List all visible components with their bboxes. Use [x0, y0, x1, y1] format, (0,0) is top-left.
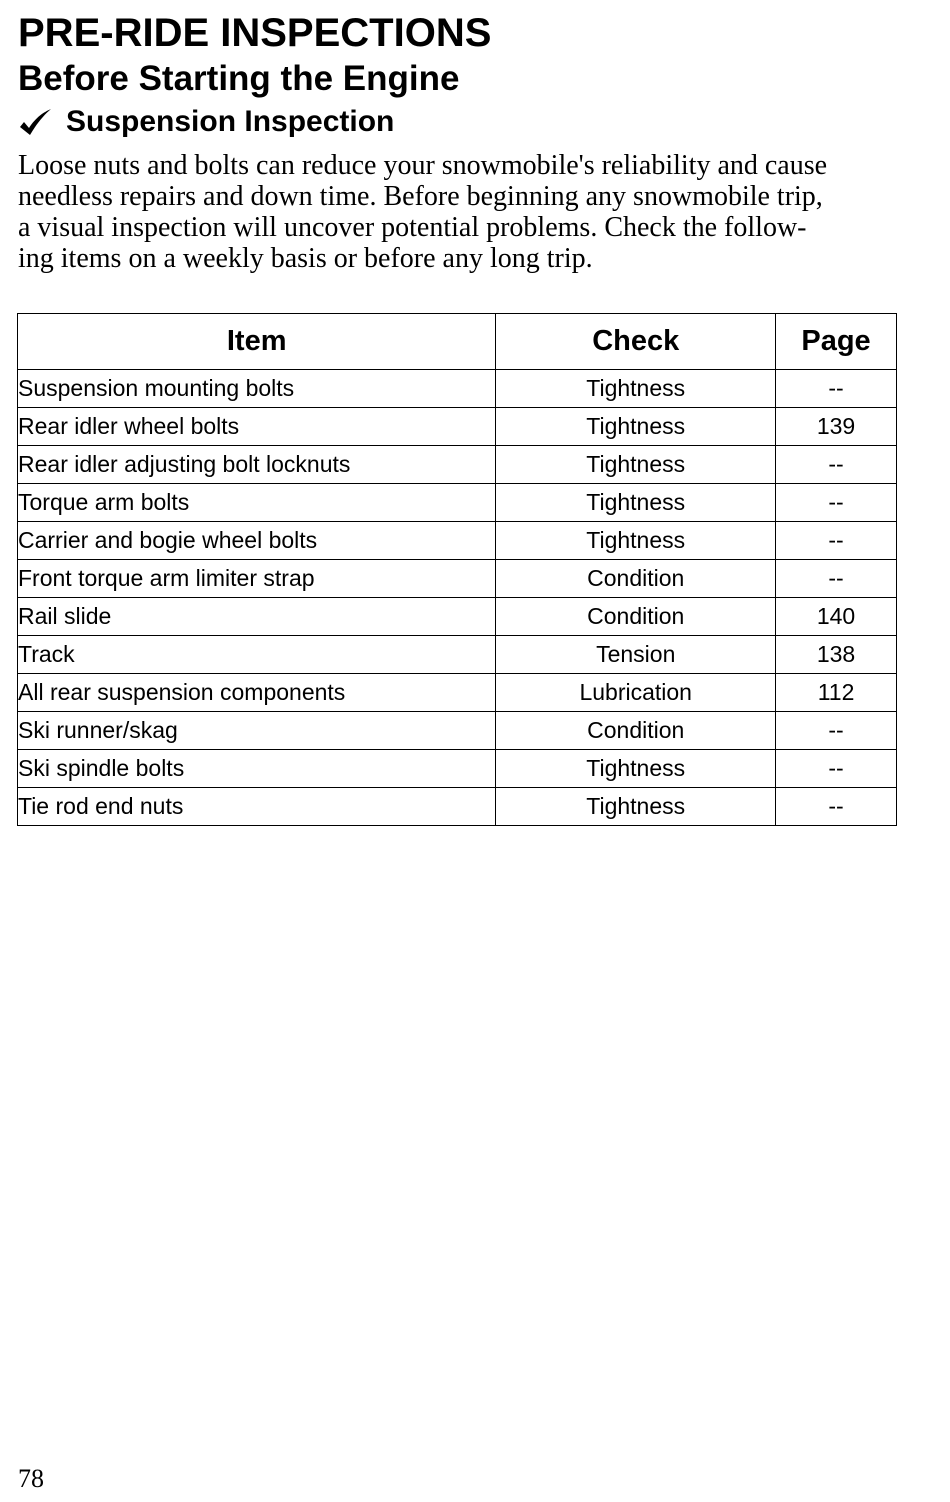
section-heading [18, 102, 394, 142]
cell-item: Ski spindle bolts [18, 750, 496, 788]
cell-item: Rear idler wheel bolts [18, 408, 496, 446]
cell-check: Tightness [496, 408, 776, 446]
column-header-item: Item [18, 314, 496, 370]
cell-item: All rear suspension components [18, 674, 496, 712]
cell-item: Rear idler adjusting bolt locknuts [18, 446, 496, 484]
cell-page: -- [776, 370, 897, 408]
intro-paragraph [18, 150, 898, 274]
cell-page: 112 [776, 674, 897, 712]
cell-check: Condition [496, 598, 776, 636]
cell-item: Ski runner/skag [18, 712, 496, 750]
cell-check: Tightness [496, 484, 776, 522]
column-header-page: Page [776, 314, 897, 370]
table-row [18, 446, 897, 484]
cell-item: Rail slide [18, 598, 496, 636]
cell-page: 138 [776, 636, 897, 674]
table-row [18, 370, 897, 408]
table-header-row [18, 314, 897, 370]
intro-line: a visual inspection will uncover potential problems. Check the follow- [18, 212, 807, 243]
cell-page: -- [776, 750, 897, 788]
inspection-table [17, 313, 897, 826]
intro-line: ing items on a weekly basis or before any long trip. [18, 243, 593, 274]
table-row [18, 598, 897, 636]
cell-check: Tightness [496, 370, 776, 408]
cell-page: -- [776, 446, 897, 484]
page-number: 78 [18, 1464, 44, 1493]
page-heading: PRE-RIDE INSPECTIONS [18, 11, 492, 55]
table-row [18, 484, 897, 522]
cell-check: Condition [496, 712, 776, 750]
page-subheading: Before Starting the Engine [18, 59, 460, 98]
table-row [18, 674, 897, 712]
table-row [18, 750, 897, 788]
cell-item: Front torque arm limiter strap [18, 560, 496, 598]
cell-check: Tightness [496, 522, 776, 560]
section-title: Suspension Inspection [66, 105, 395, 138]
cell-item: Torque arm bolts [18, 484, 496, 522]
cell-item: Track [18, 636, 496, 674]
cell-page: -- [776, 788, 897, 826]
cell-page: -- [776, 484, 897, 522]
cell-item: Tie rod end nuts [18, 788, 496, 826]
cell-check: Tightness [496, 446, 776, 484]
table-row [18, 712, 897, 750]
cell-item: Carrier and bogie wheel bolts [18, 522, 496, 560]
cell-page: -- [776, 560, 897, 598]
cell-check: Condition [496, 560, 776, 598]
intro-line: needless repairs and down time. Before beginning any snowmobile trip, [18, 181, 823, 212]
table-row [18, 560, 897, 598]
cell-check: Tightness [496, 788, 776, 826]
cell-check: Lubrication [496, 674, 776, 712]
cell-page: -- [776, 522, 897, 560]
cell-page: -- [776, 712, 897, 750]
cell-page: 140 [776, 598, 897, 636]
cell-page: 139 [776, 408, 897, 446]
cell-check: Tension [496, 636, 776, 674]
cell-check: Tightness [496, 750, 776, 788]
table-row [18, 522, 897, 560]
table-row [18, 408, 897, 446]
table-row [18, 788, 897, 826]
intro-line: Loose nuts and bolts can reduce your snowmobile's reliability and cause [18, 150, 828, 181]
checkmark-icon [18, 107, 52, 137]
cell-item: Suspension mounting bolts [18, 370, 496, 408]
table-row [18, 636, 897, 674]
column-header-check: Check [496, 314, 776, 370]
